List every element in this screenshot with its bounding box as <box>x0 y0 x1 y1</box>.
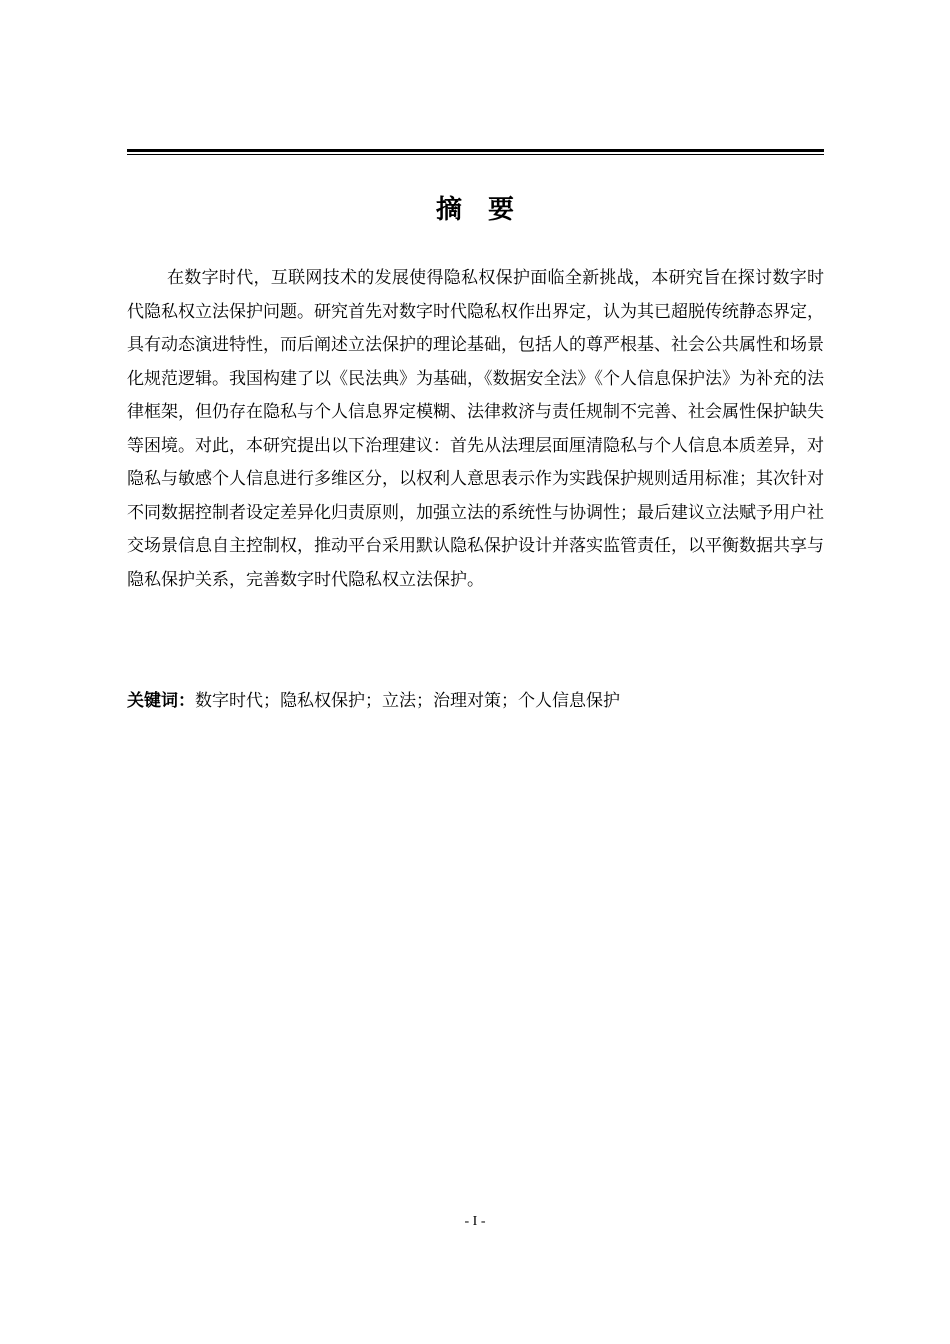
keywords-value: 数字时代；隐私权保护；立法；治理对策；个人信息保护 <box>195 691 620 711</box>
keywords-label: 关键词： <box>127 691 195 711</box>
keywords-line <box>127 686 824 716</box>
page-title: 摘要 <box>435 195 540 225</box>
abstract-paragraph: 在数字时代，互联网技术的发展使得隐私权保护面临全新挑战，本研究旨在探讨数字时代隐私权立法保护问题。研究首先对数字时代隐私权作出界定，认为其已超脱传统静态界定，具有动态演进特性，而后阐述立法保护的理论基础，包括人的尊严根基、社会公共属性和场景化规范逻辑。我国构建了以《民法典》为基础，《数据安全法》《个人信息保护法》为补充的法律框架，但仍存在隐私与个人信息界定模糊、法律救济与责任规制不完善、社会属性保护缺失等困境。对此，本研究提出以下治理建议：首先从法理层面厘清隐私与个人信息本质差异，对隐私与敏感个人信息进行多维区分，以权利人意思表示作为实践保护规则适用标准；其次针对不同数据控制者设定差异化归责原则，加强立法的系统性与协调性；最后建议立法赋予用户社交场景信息自主控制权，推动平台采用默认隐私保护设计并落实监管责任，以平衡数据共享与隐私保护关系，完善数字时代隐私权立法保护。 <box>127 268 824 590</box>
header-rule <box>127 149 824 155</box>
page-number: - I - <box>464 1214 486 1229</box>
header-rule-thin-line <box>127 154 824 155</box>
header-rule-thick-line <box>127 149 824 152</box>
